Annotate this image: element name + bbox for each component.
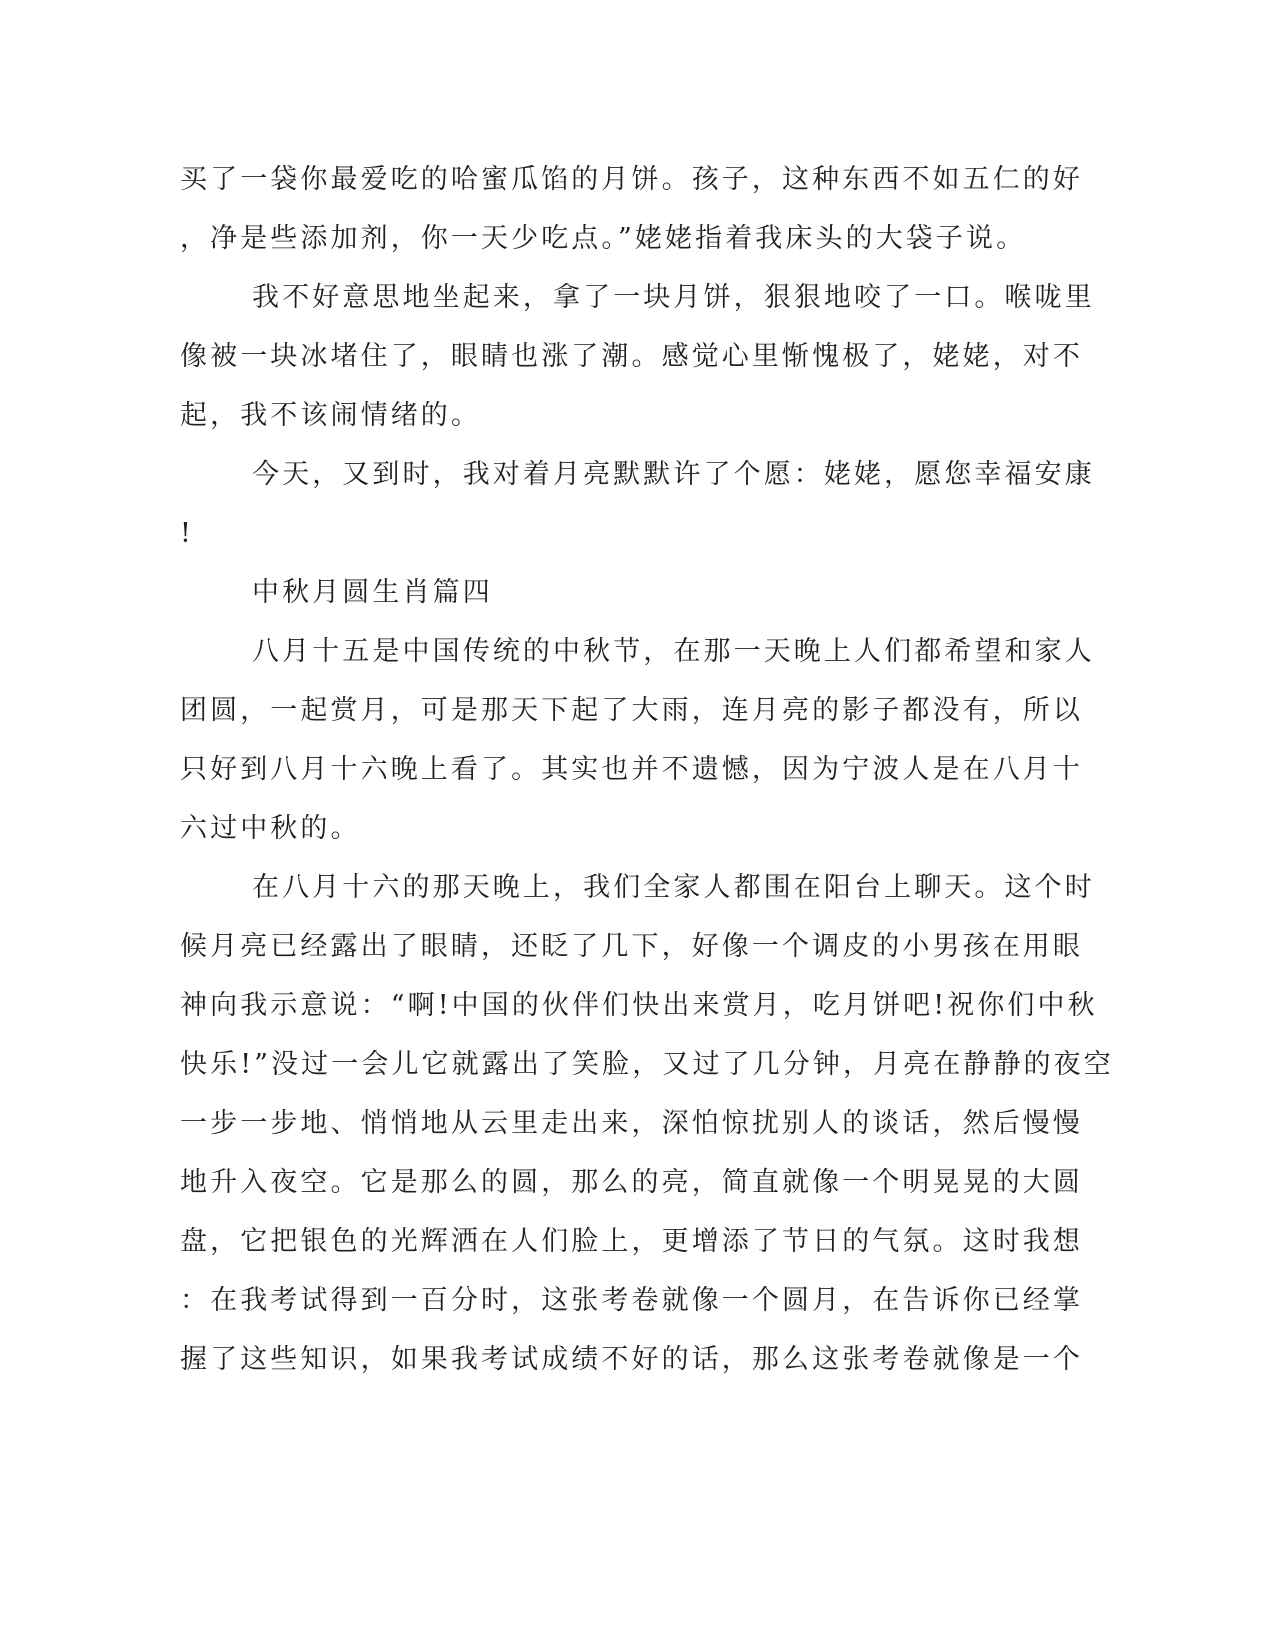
paragraph-first-line: 今天，又到时，我对着月亮默默许了个愿：姥姥，愿您幸福安康 [252,459,1095,490]
paragraph-first-line: 我不好意思地坐起来，拿了一块月饼，狠狠地咬了一口。喉咙里 [252,282,1095,313]
text-line: 团圆，一起赏月，可是那天下起了大雨，连月亮的影子都没有，所以 [180,695,1083,726]
text-line: 六过中秋的。 [180,813,361,844]
text-line: 起，我不该闹情绪的。 [180,400,481,431]
text-line: ，净是些添加剂，你一天少吃点。”姥姥指着我床头的大袋子说。 [180,223,1027,254]
text-line: 神向我示意说：“啊!中国的伙伴们快出来赏月，吃月饼吧!祝你们中秋 [180,990,1098,1021]
text-line: 一步一步地、悄悄地从云里走出来，深怕惊扰别人的谈话，然后慢慢 [180,1108,1083,1139]
text-line: 握了这些知识，如果我考试成绩不好的话，那么这张考卷就像是一个 [180,1344,1083,1375]
text-line: 盘，它把银色的光辉洒在人们脸上，更增添了节日的气氛。这时我想 [180,1226,1083,1257]
text-line: 候月亮已经露出了眼睛，还眨了几下，好像一个调皮的小男孩在用眼 [180,931,1083,962]
text-line: ! [180,518,194,549]
text-line: 快乐!”没过一会儿它就露出了笑脸，又过了几分钟，月亮在静静的夜空 [180,1049,1114,1080]
text-line: 只好到八月十六晚上看了。其实也并不遗憾，因为宁波人是在八月十 [180,754,1083,785]
text-line: 买了一袋你最爱吃的哈蜜瓜馅的月饼。孩子，这种东西不如五仁的好 [180,164,1083,195]
section-heading: 中秋月圆生肖篇四 [252,577,493,608]
paragraph-first-line: 八月十五是中国传统的中秋节，在那一天晚上人们都希望和家人 [252,636,1095,667]
paragraph-first-line: 在八月十六的那天晚上，我们全家人都围在阳台上聊天。这个时 [252,872,1095,903]
text-line: ：在我考试得到一百分时，这张考卷就像一个圆月，在告诉你已经掌 [180,1285,1083,1316]
text-line: 地升入夜空。它是那么的圆，那么的亮，简直就像一个明晃晃的大圆 [180,1167,1083,1198]
text-line: 像被一块冰堵住了，眼睛也涨了潮。感觉心里惭愧极了，姥姥，对不 [180,341,1083,372]
